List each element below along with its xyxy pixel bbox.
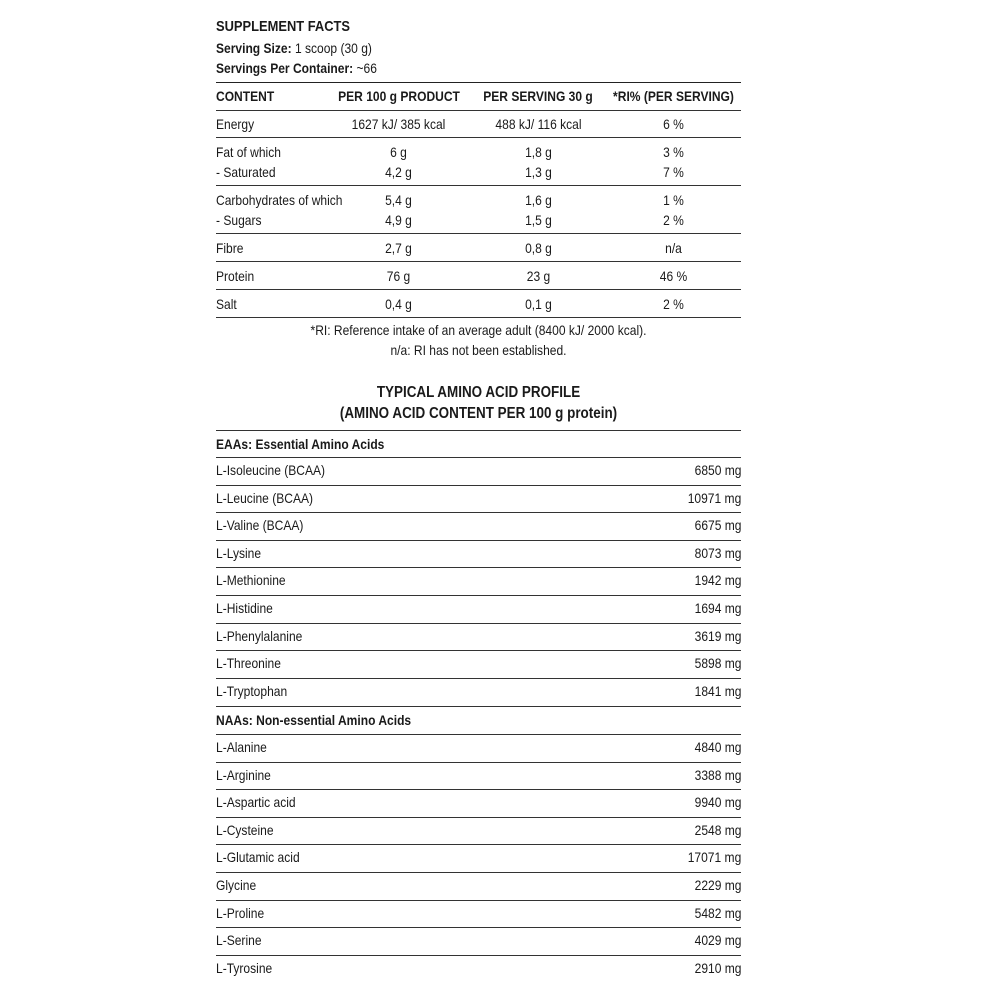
amino-acid-value: 6675 mg <box>694 517 741 534</box>
amino-acid-row <box>216 927 741 954</box>
amino-acid-row <box>216 512 741 539</box>
amino-acid-row <box>216 595 741 622</box>
amino-acid-value: 3619 mg <box>694 627 741 644</box>
amino-acid-name: L-Methionine <box>216 572 286 589</box>
ri-footnote: *RI: Reference intake of an average adult (8400 kJ/ 2000 kcal). <box>310 322 647 338</box>
amino-acid-row <box>216 650 741 677</box>
amino-acid-name: L-Serine <box>216 932 262 949</box>
per-100g-value: 0,4 g <box>385 296 412 312</box>
nutrition-group-rule <box>216 233 741 234</box>
amino-acid-name: L-Threonine <box>216 655 281 672</box>
amino-acid-value: 2548 mg <box>694 821 741 838</box>
per-serving-value: 1,5 g <box>525 212 552 228</box>
per-100g-value: 2,7 g <box>385 240 412 256</box>
per-serving-value: 1,6 g <box>525 192 552 208</box>
amino-acid-name: L-Tyrosine <box>216 959 273 976</box>
amino-acid-row <box>216 817 741 844</box>
amino-acid-row <box>216 540 741 567</box>
amino-acid-name: Glycine <box>216 877 257 893</box>
table-header-0: CONTENT <box>216 88 275 104</box>
amino-acid-name: L-Aspartic acid <box>216 794 296 811</box>
amino-acid-row <box>216 762 741 789</box>
amino-profile-title: TYPICAL AMINO ACID PROFILE <box>376 384 581 401</box>
supplement-facts-title: SUPPLEMENT FACTS <box>216 18 351 35</box>
amino-acid-name: L-Isoleucine (BCAA) <box>216 462 326 478</box>
table-top-rule <box>216 82 741 83</box>
servings-value: ~66 <box>356 60 377 76</box>
ri-percent-value: 2 % <box>663 296 684 312</box>
amino-acid-value: 3388 mg <box>694 766 741 783</box>
amino-acid-name: L-Proline <box>216 904 265 921</box>
amino-acid-row <box>216 789 741 816</box>
amino-acid-value: 4840 mg <box>694 739 741 755</box>
ri-percent-value: 3 % <box>663 144 684 160</box>
per-100g-value: 5,4 g <box>385 192 412 208</box>
amino-acid-row <box>216 734 741 761</box>
servings-label: Servings Per Container: <box>216 60 354 76</box>
ri-percent-value: 1 % <box>663 192 684 208</box>
amino-acid-name: L-Cysteine <box>216 821 274 838</box>
nutrition-group-rule <box>216 185 741 186</box>
amino-acid-value: 4029 mg <box>694 932 741 949</box>
serving-size-label: Serving Size: <box>216 40 292 56</box>
amino-acid-value: 6850 mg <box>694 462 741 478</box>
amino-acid-row <box>216 485 741 512</box>
amino-acid-value: 5898 mg <box>694 655 741 672</box>
nutrition-group-rule <box>216 137 741 138</box>
per-serving-value: 23 g <box>526 268 551 284</box>
amino-acid-value: 1841 mg <box>694 682 741 699</box>
amino-acid-row <box>216 844 741 871</box>
amino-top-rule <box>216 430 741 431</box>
nutrient-name: - Sugars <box>216 212 262 228</box>
amino-acid-name: L-Glutamic acid <box>216 849 300 866</box>
amino-acid-value: 5482 mg <box>694 904 741 921</box>
per-100g-value: 1627 kJ/ 385 kcal <box>351 116 446 132</box>
amino-acid-value: 10971 mg <box>687 489 741 506</box>
nutrient-name: Carbohydrates of which <box>216 192 343 208</box>
table-header-2: PER SERVING 30 g <box>483 88 593 104</box>
amino-acid-row <box>216 900 741 927</box>
serving-size-line <box>216 40 372 56</box>
ri-percent-value: 2 % <box>663 212 684 228</box>
amino-acid-value: 2229 mg <box>694 877 741 893</box>
ri-percent-value: 6 % <box>663 116 684 132</box>
amino-acid-row <box>216 955 741 982</box>
serving-size-value: 1 scoop (30 g) <box>294 40 372 56</box>
nutrient-name: Fibre <box>216 240 244 256</box>
amino-acid-value: 9940 mg <box>694 794 741 811</box>
per-serving-value: 1,8 g <box>525 144 552 160</box>
per-100g-value: 4,2 g <box>385 164 412 180</box>
per-100g-value: 6 g <box>390 144 407 160</box>
ri-percent-value: n/a <box>665 240 682 256</box>
amino-acid-row <box>216 457 741 484</box>
amino-acid-row <box>216 872 741 899</box>
nutrition-group-rule <box>216 289 741 290</box>
ri-percent-value: 7 % <box>663 164 684 180</box>
per-serving-value: 488 kJ/ 116 kcal <box>495 116 582 132</box>
nutrient-name: Salt <box>216 296 237 312</box>
servings-per-container-line <box>216 60 377 76</box>
amino-acid-name: L-Phenylalanine <box>216 627 303 644</box>
table-header-1: PER 100 g PRODUCT <box>338 88 460 104</box>
amino-acid-name: L-Lysine <box>216 544 262 561</box>
amino-acid-row <box>216 623 741 650</box>
amino-acid-value: 17071 mg <box>687 849 741 866</box>
amino-acid-row <box>216 678 741 705</box>
amino-acid-row <box>216 567 741 594</box>
ri-percent-value: 46 % <box>659 268 688 284</box>
amino-acid-name: L-Alanine <box>216 739 267 755</box>
na-footnote: n/a: RI has not been established. <box>390 342 567 358</box>
per-100g-value: 4,9 g <box>385 212 412 228</box>
table-header-3: *RI% (PER SERVING) <box>613 88 734 104</box>
per-100g-value: 76 g <box>386 268 411 284</box>
per-serving-value: 0,1 g <box>525 296 552 312</box>
amino-acid-value: 1942 mg <box>694 572 741 589</box>
nonessential-heading-rule <box>216 706 741 707</box>
header-rule <box>216 110 741 111</box>
nutrient-name: Energy <box>216 116 255 132</box>
amino-profile-subtitle: (AMINO ACID CONTENT PER 100 g protein) <box>339 405 618 422</box>
amino-acid-name: L-Histidine <box>216 600 273 616</box>
nutrient-name: Protein <box>216 268 255 284</box>
nutrition-group-rule <box>216 317 741 318</box>
amino-acid-value: 2910 mg <box>694 959 741 976</box>
amino-acid-name: L-Leucine (BCAA) <box>216 489 314 506</box>
essential-amino-heading: EAAs: Essential Amino Acids <box>216 436 385 452</box>
nutrition-group-rule <box>216 261 741 262</box>
nonessential-amino-heading: NAAs: Non-essential Amino Acids <box>216 712 412 728</box>
per-serving-value: 1,3 g <box>525 164 552 180</box>
nutrient-name: Fat of which <box>216 144 281 160</box>
per-serving-value: 0,8 g <box>525 240 552 256</box>
amino-acid-value: 1694 mg <box>694 600 741 616</box>
nutrient-name: - Saturated <box>216 164 276 180</box>
amino-acid-name: L-Valine (BCAA) <box>216 517 304 534</box>
amino-acid-name: L-Tryptophan <box>216 682 288 699</box>
amino-acid-value: 8073 mg <box>694 544 741 561</box>
amino-acid-name: L-Arginine <box>216 766 271 783</box>
